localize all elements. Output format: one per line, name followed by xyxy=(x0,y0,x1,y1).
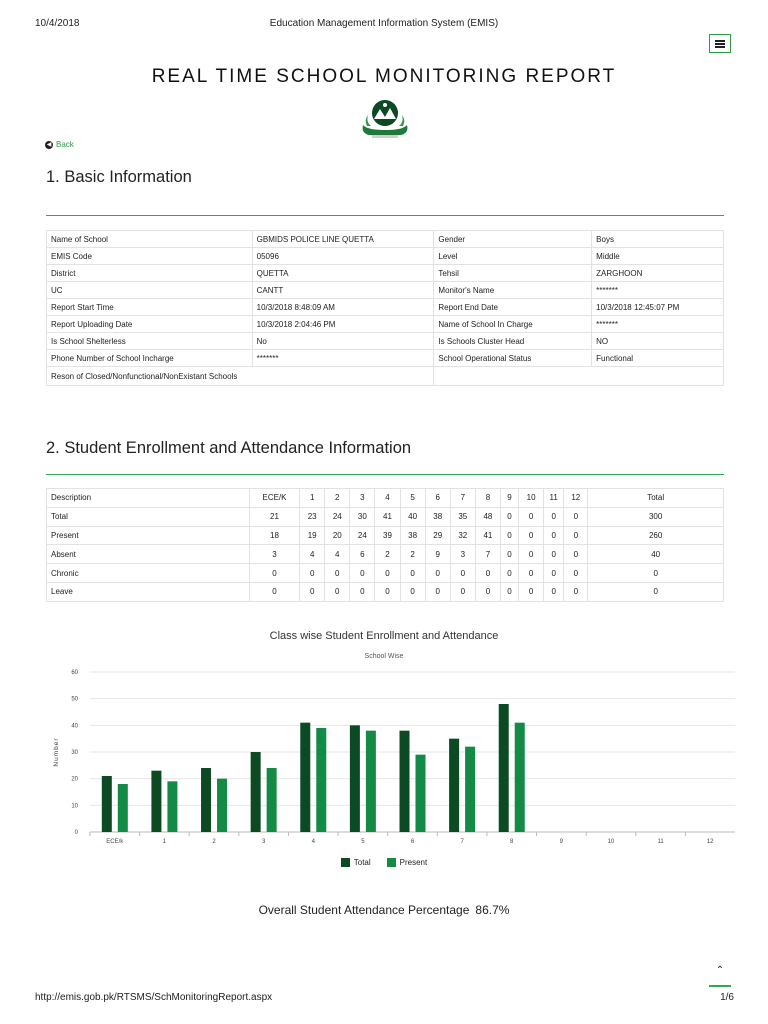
table-cell: 0 xyxy=(519,564,544,583)
x-tick-label: 8 xyxy=(510,839,514,845)
table-cell: 0 xyxy=(475,564,500,583)
overall-attendance xyxy=(0,903,768,917)
table-cell: 38 xyxy=(400,526,425,545)
x-tick-label: ECE/k xyxy=(106,839,124,845)
chart-subtitle: School Wise xyxy=(364,653,404,660)
table-cell: 41 xyxy=(475,526,500,545)
legend-item-present[interactable] xyxy=(387,858,428,867)
y-tick-label: 40 xyxy=(71,723,78,730)
field-label: Report Start Time xyxy=(47,299,253,316)
x-tick-label: 4 xyxy=(311,839,315,845)
column-header: 4 xyxy=(375,489,400,508)
table-cell: 35 xyxy=(450,507,475,526)
y-tick-label: 10 xyxy=(71,803,78,810)
table-cell: Absent xyxy=(47,545,250,564)
table-cell: 29 xyxy=(425,526,450,545)
hamburger-icon xyxy=(715,40,725,48)
table-cell: Total xyxy=(47,507,250,526)
field-label: Gender xyxy=(434,231,592,248)
back-arrow-icon: ◀ xyxy=(46,141,52,148)
field-label: EMIS Code xyxy=(47,248,253,265)
table-cell: 0 xyxy=(300,582,325,601)
field-value: ******* xyxy=(252,350,434,367)
field-label: Phone Number of School Incharge xyxy=(47,350,253,367)
table-cell: 0 xyxy=(519,526,544,545)
back-link[interactable] xyxy=(45,140,74,149)
field-label: School Operational Status xyxy=(434,350,592,367)
x-tick-label: 10 xyxy=(607,839,615,845)
table-cell: 0 xyxy=(500,526,518,545)
table-cell: 0 xyxy=(325,582,350,601)
column-header: 9 xyxy=(500,489,518,508)
chart-legend xyxy=(0,858,768,867)
bar-present xyxy=(217,779,227,832)
table-cell: 0 xyxy=(544,564,564,583)
y-tick-label: 20 xyxy=(71,776,78,783)
bar-total xyxy=(400,731,410,832)
column-header: 3 xyxy=(350,489,375,508)
x-tick-label: 12 xyxy=(706,839,714,845)
table-cell: 0 xyxy=(249,582,299,601)
overall-attendance-label: Overall Student Attendance Percentage xyxy=(258,903,470,917)
x-tick-label: 5 xyxy=(361,839,365,845)
field-value: CANTT xyxy=(252,282,434,299)
table-row xyxy=(47,299,724,316)
table-row xyxy=(47,333,724,350)
page-number: 1/6 xyxy=(720,992,734,1003)
table-row xyxy=(47,507,724,526)
table-cell: 3 xyxy=(249,545,299,564)
field-label: Tehsil xyxy=(434,265,592,282)
bar-total xyxy=(449,739,459,832)
column-header: 11 xyxy=(544,489,564,508)
field-value: ******* xyxy=(592,316,724,333)
x-tick-label: 1 xyxy=(162,839,167,845)
table-row xyxy=(47,582,724,601)
field-label: Reson of Closed/Nonfunctional/NonExistant Schools xyxy=(47,367,434,386)
table-cell: 0 xyxy=(400,564,425,583)
x-tick-label: 7 xyxy=(460,839,464,845)
table-cell: 0 xyxy=(564,526,588,545)
table-header-row xyxy=(47,489,724,508)
table-cell: 0 xyxy=(519,545,544,564)
table-cell: 260 xyxy=(588,526,724,545)
table-cell: 9 xyxy=(425,545,450,564)
section-enrollment-title: 2. Student Enrollment and Attendance Information xyxy=(46,439,412,457)
table-row xyxy=(47,265,724,282)
basic-information-table xyxy=(46,230,724,386)
print-page-title: Education Management Information System (EMIS) xyxy=(269,18,499,29)
table-cell: 40 xyxy=(400,507,425,526)
column-header: 10 xyxy=(519,489,544,508)
bar-total xyxy=(251,752,261,832)
table-cell: 0 xyxy=(500,582,518,601)
table-cell: 2 xyxy=(400,545,425,564)
chevron-up-icon: ⌃ xyxy=(715,964,725,976)
print-date: 10/4/2018 xyxy=(35,18,80,29)
table-cell: 0 xyxy=(519,507,544,526)
field-label: Name of School xyxy=(47,231,253,248)
emis-logo xyxy=(359,95,411,141)
chart-title: Class wise Student Enrollment and Attendance xyxy=(269,630,499,642)
menu-button[interactable] xyxy=(709,34,731,53)
section-divider xyxy=(46,474,724,475)
table-row xyxy=(47,282,724,299)
table-cell: 4 xyxy=(300,545,325,564)
table-cell: 32 xyxy=(450,526,475,545)
table-cell: 0 xyxy=(350,582,375,601)
bar-present xyxy=(316,728,326,832)
field-value: Middle xyxy=(592,248,724,265)
table-cell: 40 xyxy=(588,545,724,564)
table-cell: 0 xyxy=(375,582,400,601)
table-cell: 0 xyxy=(544,526,564,545)
table-cell: 24 xyxy=(350,526,375,545)
table-cell: 0 xyxy=(564,507,588,526)
table-cell: 4 xyxy=(325,545,350,564)
table-cell: 0 xyxy=(500,564,518,583)
scroll-top-underline xyxy=(709,985,731,987)
table-cell: Present xyxy=(47,526,250,545)
overall-attendance-value: 86.7% xyxy=(475,903,510,917)
table-cell: 48 xyxy=(475,507,500,526)
column-header: 2 xyxy=(325,489,350,508)
table-cell: 0 xyxy=(425,564,450,583)
field-label: Report Uploading Date xyxy=(47,316,253,333)
table-cell: 0 xyxy=(544,545,564,564)
column-header: 1 xyxy=(300,489,325,508)
bar-present xyxy=(267,768,277,832)
table-cell: 0 xyxy=(564,582,588,601)
report-title: REAL TIME SCHOOL MONITORING REPORT xyxy=(151,66,617,87)
table-row xyxy=(47,545,724,564)
field-value: 10/3/2018 2:04:46 PM xyxy=(252,316,434,333)
scroll-top-button[interactable] xyxy=(709,965,731,987)
table-cell: 0 xyxy=(249,564,299,583)
field-label: District xyxy=(47,265,253,282)
column-header: Description xyxy=(47,489,250,508)
table-cell: 0 xyxy=(325,564,350,583)
table-cell: 0 xyxy=(544,582,564,601)
table-cell: 38 xyxy=(425,507,450,526)
table-cell: 0 xyxy=(588,564,724,583)
table-cell: 0 xyxy=(300,564,325,583)
column-header: ECE/K xyxy=(249,489,299,508)
x-tick-label: 6 xyxy=(410,839,415,845)
bar-total xyxy=(350,725,360,832)
field-value: 10/3/2018 12:45:07 PM xyxy=(592,299,724,316)
table-cell: 0 xyxy=(564,564,588,583)
table-cell: 0 xyxy=(450,564,475,583)
table-cell: 18 xyxy=(249,526,299,545)
table-cell: 23 xyxy=(300,507,325,526)
legend-swatch xyxy=(341,858,350,867)
y-tick-label: 30 xyxy=(71,750,78,756)
table-cell: 2 xyxy=(375,545,400,564)
table-cell: 41 xyxy=(375,507,400,526)
field-value: No xyxy=(252,333,434,350)
field-value xyxy=(434,367,724,386)
legend-swatch xyxy=(387,858,396,867)
column-header: Total xyxy=(588,489,724,508)
table-cell: 300 xyxy=(588,507,724,526)
table-cell: 24 xyxy=(325,507,350,526)
field-value: NO xyxy=(592,333,724,350)
table-cell: 0 xyxy=(544,507,564,526)
table-row xyxy=(47,316,724,333)
bar-present xyxy=(118,784,128,832)
column-header: 12 xyxy=(564,489,588,508)
field-value: 10/3/2018 8:48:09 AM xyxy=(252,299,434,316)
table-row xyxy=(47,248,724,265)
bar-present xyxy=(515,723,525,832)
table-cell: 3 xyxy=(450,545,475,564)
table-cell: 21 xyxy=(249,507,299,526)
field-value: Functional xyxy=(592,350,724,367)
column-header: 7 xyxy=(450,489,475,508)
table-cell: 0 xyxy=(519,582,544,601)
y-axis-label: Number xyxy=(53,737,60,767)
table-cell: 0 xyxy=(400,582,425,601)
table-cell: 30 xyxy=(350,507,375,526)
field-label: Monitor's Name xyxy=(434,282,592,299)
enrollment-table xyxy=(46,488,724,602)
x-tick-label: 9 xyxy=(559,839,564,845)
table-row xyxy=(47,350,724,367)
table-cell: 0 xyxy=(475,582,500,601)
table-cell: 0 xyxy=(500,545,518,564)
back-label: Back xyxy=(56,140,74,149)
field-value: GBMIDS POLICE LINE QUETTA xyxy=(252,231,434,248)
table-cell: 19 xyxy=(300,526,325,545)
field-label: Is Schools Cluster Head xyxy=(434,333,592,350)
bar-present xyxy=(465,747,475,832)
column-header: 8 xyxy=(475,489,500,508)
table-cell: 39 xyxy=(375,526,400,545)
table-cell: 0 xyxy=(350,564,375,583)
table-cell: 0 xyxy=(500,507,518,526)
table-row xyxy=(47,526,724,545)
table-cell: Leave xyxy=(47,582,250,601)
field-value: QUETTA xyxy=(252,265,434,282)
section-basic-information-title: 1. Basic Information xyxy=(46,168,192,186)
table-cell: 0 xyxy=(450,582,475,601)
table-cell: 0 xyxy=(425,582,450,601)
y-tick-label: 0 xyxy=(74,830,78,836)
legend-label: Present xyxy=(399,858,428,867)
table-row xyxy=(47,367,724,386)
x-tick-label: 11 xyxy=(657,839,664,845)
field-label: Level xyxy=(434,248,592,265)
table-cell: 6 xyxy=(350,545,375,564)
field-label: UC xyxy=(47,282,253,299)
x-tick-label: 3 xyxy=(261,839,266,845)
field-value: 05096 xyxy=(252,248,434,265)
field-label: Is School Shelterless xyxy=(47,333,253,350)
column-header: 6 xyxy=(425,489,450,508)
field-value: ******* xyxy=(592,282,724,299)
page-url: http://emis.gob.pk/RTSMS/SchMonitoringReport.aspx xyxy=(35,992,273,1003)
field-value: ZARGHOON xyxy=(592,265,724,282)
table-row xyxy=(47,231,724,248)
table-cell: 20 xyxy=(325,526,350,545)
enrollment-bar-chart xyxy=(40,660,740,855)
bar-present xyxy=(416,755,426,832)
bar-total xyxy=(151,771,161,832)
column-header: 5 xyxy=(400,489,425,508)
table-row xyxy=(47,564,724,583)
table-cell: 7 xyxy=(475,545,500,564)
table-cell: 0 xyxy=(375,564,400,583)
y-tick-label: 60 xyxy=(71,670,78,676)
bar-total xyxy=(102,776,112,832)
table-cell: Chronic xyxy=(47,564,250,583)
bar-total xyxy=(201,768,211,832)
table-cell: 0 xyxy=(588,582,724,601)
legend-item-total[interactable] xyxy=(341,858,371,867)
bar-present xyxy=(366,731,376,832)
legend-label: Total xyxy=(353,858,371,867)
field-label: Report End Date xyxy=(434,299,592,316)
bar-total xyxy=(499,704,509,832)
section-divider xyxy=(46,215,724,216)
field-value: Boys xyxy=(592,231,724,248)
x-tick-label: 2 xyxy=(212,839,216,845)
bar-total xyxy=(300,723,310,832)
field-label: Name of School In Charge xyxy=(434,316,592,333)
bar-present xyxy=(167,781,177,832)
y-tick-label: 50 xyxy=(71,696,78,703)
table-cell: 0 xyxy=(564,545,588,564)
